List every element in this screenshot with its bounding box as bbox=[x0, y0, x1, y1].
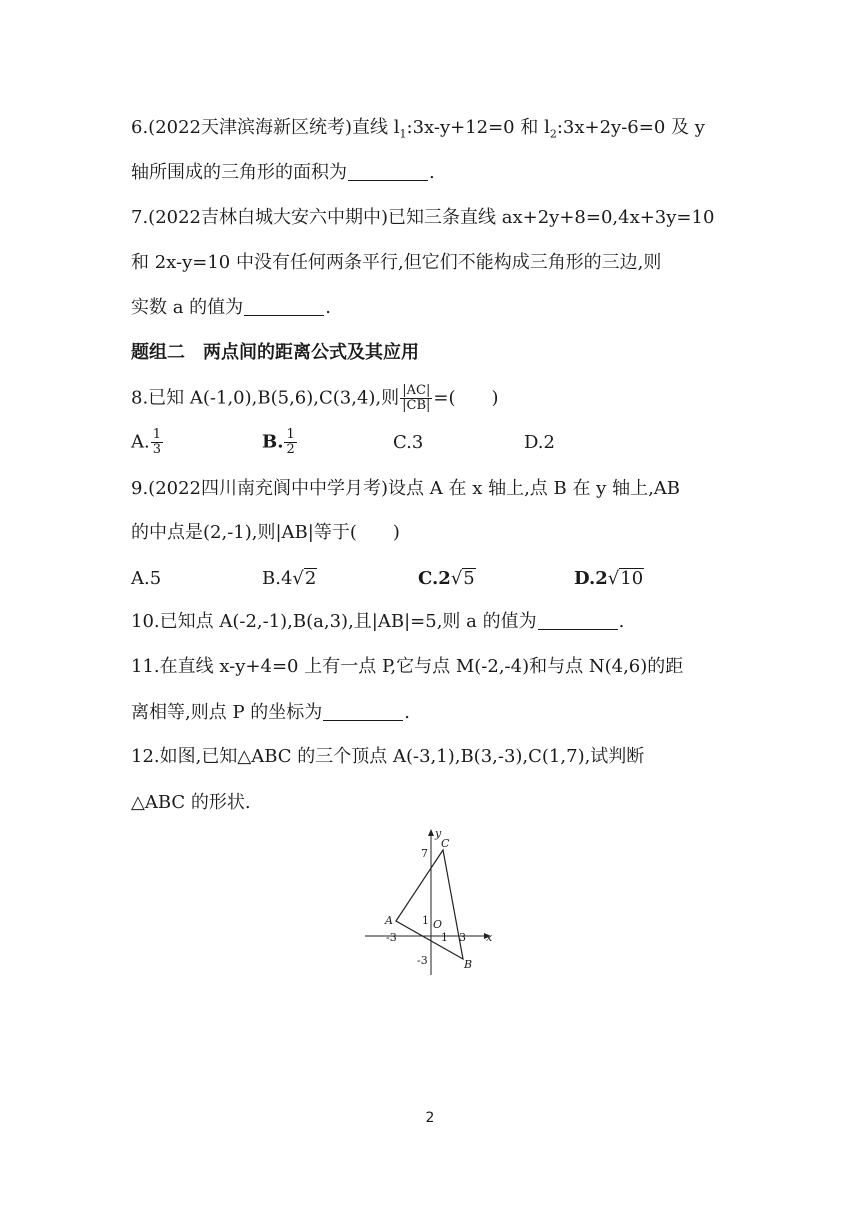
q9-line1: 9.(2022四川南充阆中中学月考)设点 A 在 x 轴上,点 B 在 y 轴上,AB bbox=[131, 478, 681, 499]
triangle-abc bbox=[396, 850, 463, 959]
answer-blank[interactable] bbox=[538, 611, 618, 630]
q9-line2: 的中点是(2,-1),则|AB|等于( ) bbox=[131, 522, 400, 543]
label-y: y bbox=[435, 827, 442, 840]
q10-line1: 10.已知点 A(-2,-1),B(a,3),且|AB|=5,则 a 的值为 . bbox=[131, 611, 625, 632]
q9-option-c[interactable]: C.2√5 bbox=[418, 568, 475, 589]
tick-1-y: 1 bbox=[422, 914, 429, 927]
q8-option-c[interactable]: C.3 bbox=[393, 432, 424, 453]
tick-1-x: 1 bbox=[441, 931, 448, 944]
fraction-ac-cb: $\frac{|AC|}{|CB|}$ bbox=[402, 383, 431, 413]
answer-blank[interactable] bbox=[348, 162, 428, 181]
q11-line1: 11.在直线 x-y+4=0 上有一点 P,它与点 M(-2,-4)和与点 N(4,6)的距 bbox=[131, 656, 684, 677]
label-b: B bbox=[464, 958, 473, 971]
page-number: 2 bbox=[425, 1110, 435, 1126]
q12-line1: 12.如图,已知△ABC 的三个顶点 A(-3,1),B(3,-3),C(1,7),试判断 bbox=[131, 746, 645, 767]
answer-blank[interactable] bbox=[323, 702, 403, 721]
section-heading: 题组二 两点间的距离公式及其应用 bbox=[131, 342, 419, 363]
label-o: O bbox=[433, 918, 443, 931]
tick-neg3-y: -3 bbox=[417, 954, 428, 967]
q9-option-a[interactable]: A.5 bbox=[131, 568, 162, 589]
tick-7: 7 bbox=[421, 847, 428, 860]
q8-option-a[interactable]: A. $\frac{1}{3}$ bbox=[131, 427, 162, 457]
label-a: A bbox=[385, 914, 393, 927]
q8-stem: 8.已知 A(-1,0),B(5,6),C(3,4),则 $\frac{|AC|}{|CB|}$ =( ) bbox=[131, 383, 499, 413]
q7-line1: 7.(2022吉林白城大安六中期中)已知三条直线 ax+2y+8=0,4x+3y=10 bbox=[131, 207, 715, 228]
q7-line2: 和 2x-y=10 中没有任何两条平行,但它们不能构成三角形的三边,则 bbox=[131, 252, 662, 273]
triangle-figure bbox=[360, 825, 500, 985]
q7-line3: 实数 a 的值为 . bbox=[131, 297, 331, 318]
q9-option-b[interactable]: B.4√2 bbox=[262, 568, 317, 589]
y-axis-arrow-icon bbox=[428, 829, 434, 836]
tick-3-x: 3 bbox=[459, 931, 466, 944]
q12-line2: △ABC 的形状. bbox=[131, 792, 251, 813]
q8-option-b[interactable]: B. $\frac{1}{2}$ bbox=[262, 427, 295, 457]
q6-line2: 轴所围成的三角形的面积为 . bbox=[131, 162, 435, 183]
tick-neg3-x: -3 bbox=[386, 931, 397, 944]
q6-line1: 6.(2022天津滨海新区统考)直线 $l_1:3x-y+12=0$ 和 $l_2:3x+2y-6=0$ 及 y bbox=[131, 117, 705, 141]
label-x: x bbox=[486, 931, 493, 944]
q11-line2: 离相等,则点 P 的坐标为 . bbox=[131, 702, 411, 723]
q9-option-d[interactable]: D.2√10 bbox=[574, 568, 644, 589]
label-c: C bbox=[441, 837, 450, 850]
answer-blank[interactable] bbox=[244, 297, 324, 316]
q8-option-d[interactable]: D.2 bbox=[524, 432, 555, 453]
